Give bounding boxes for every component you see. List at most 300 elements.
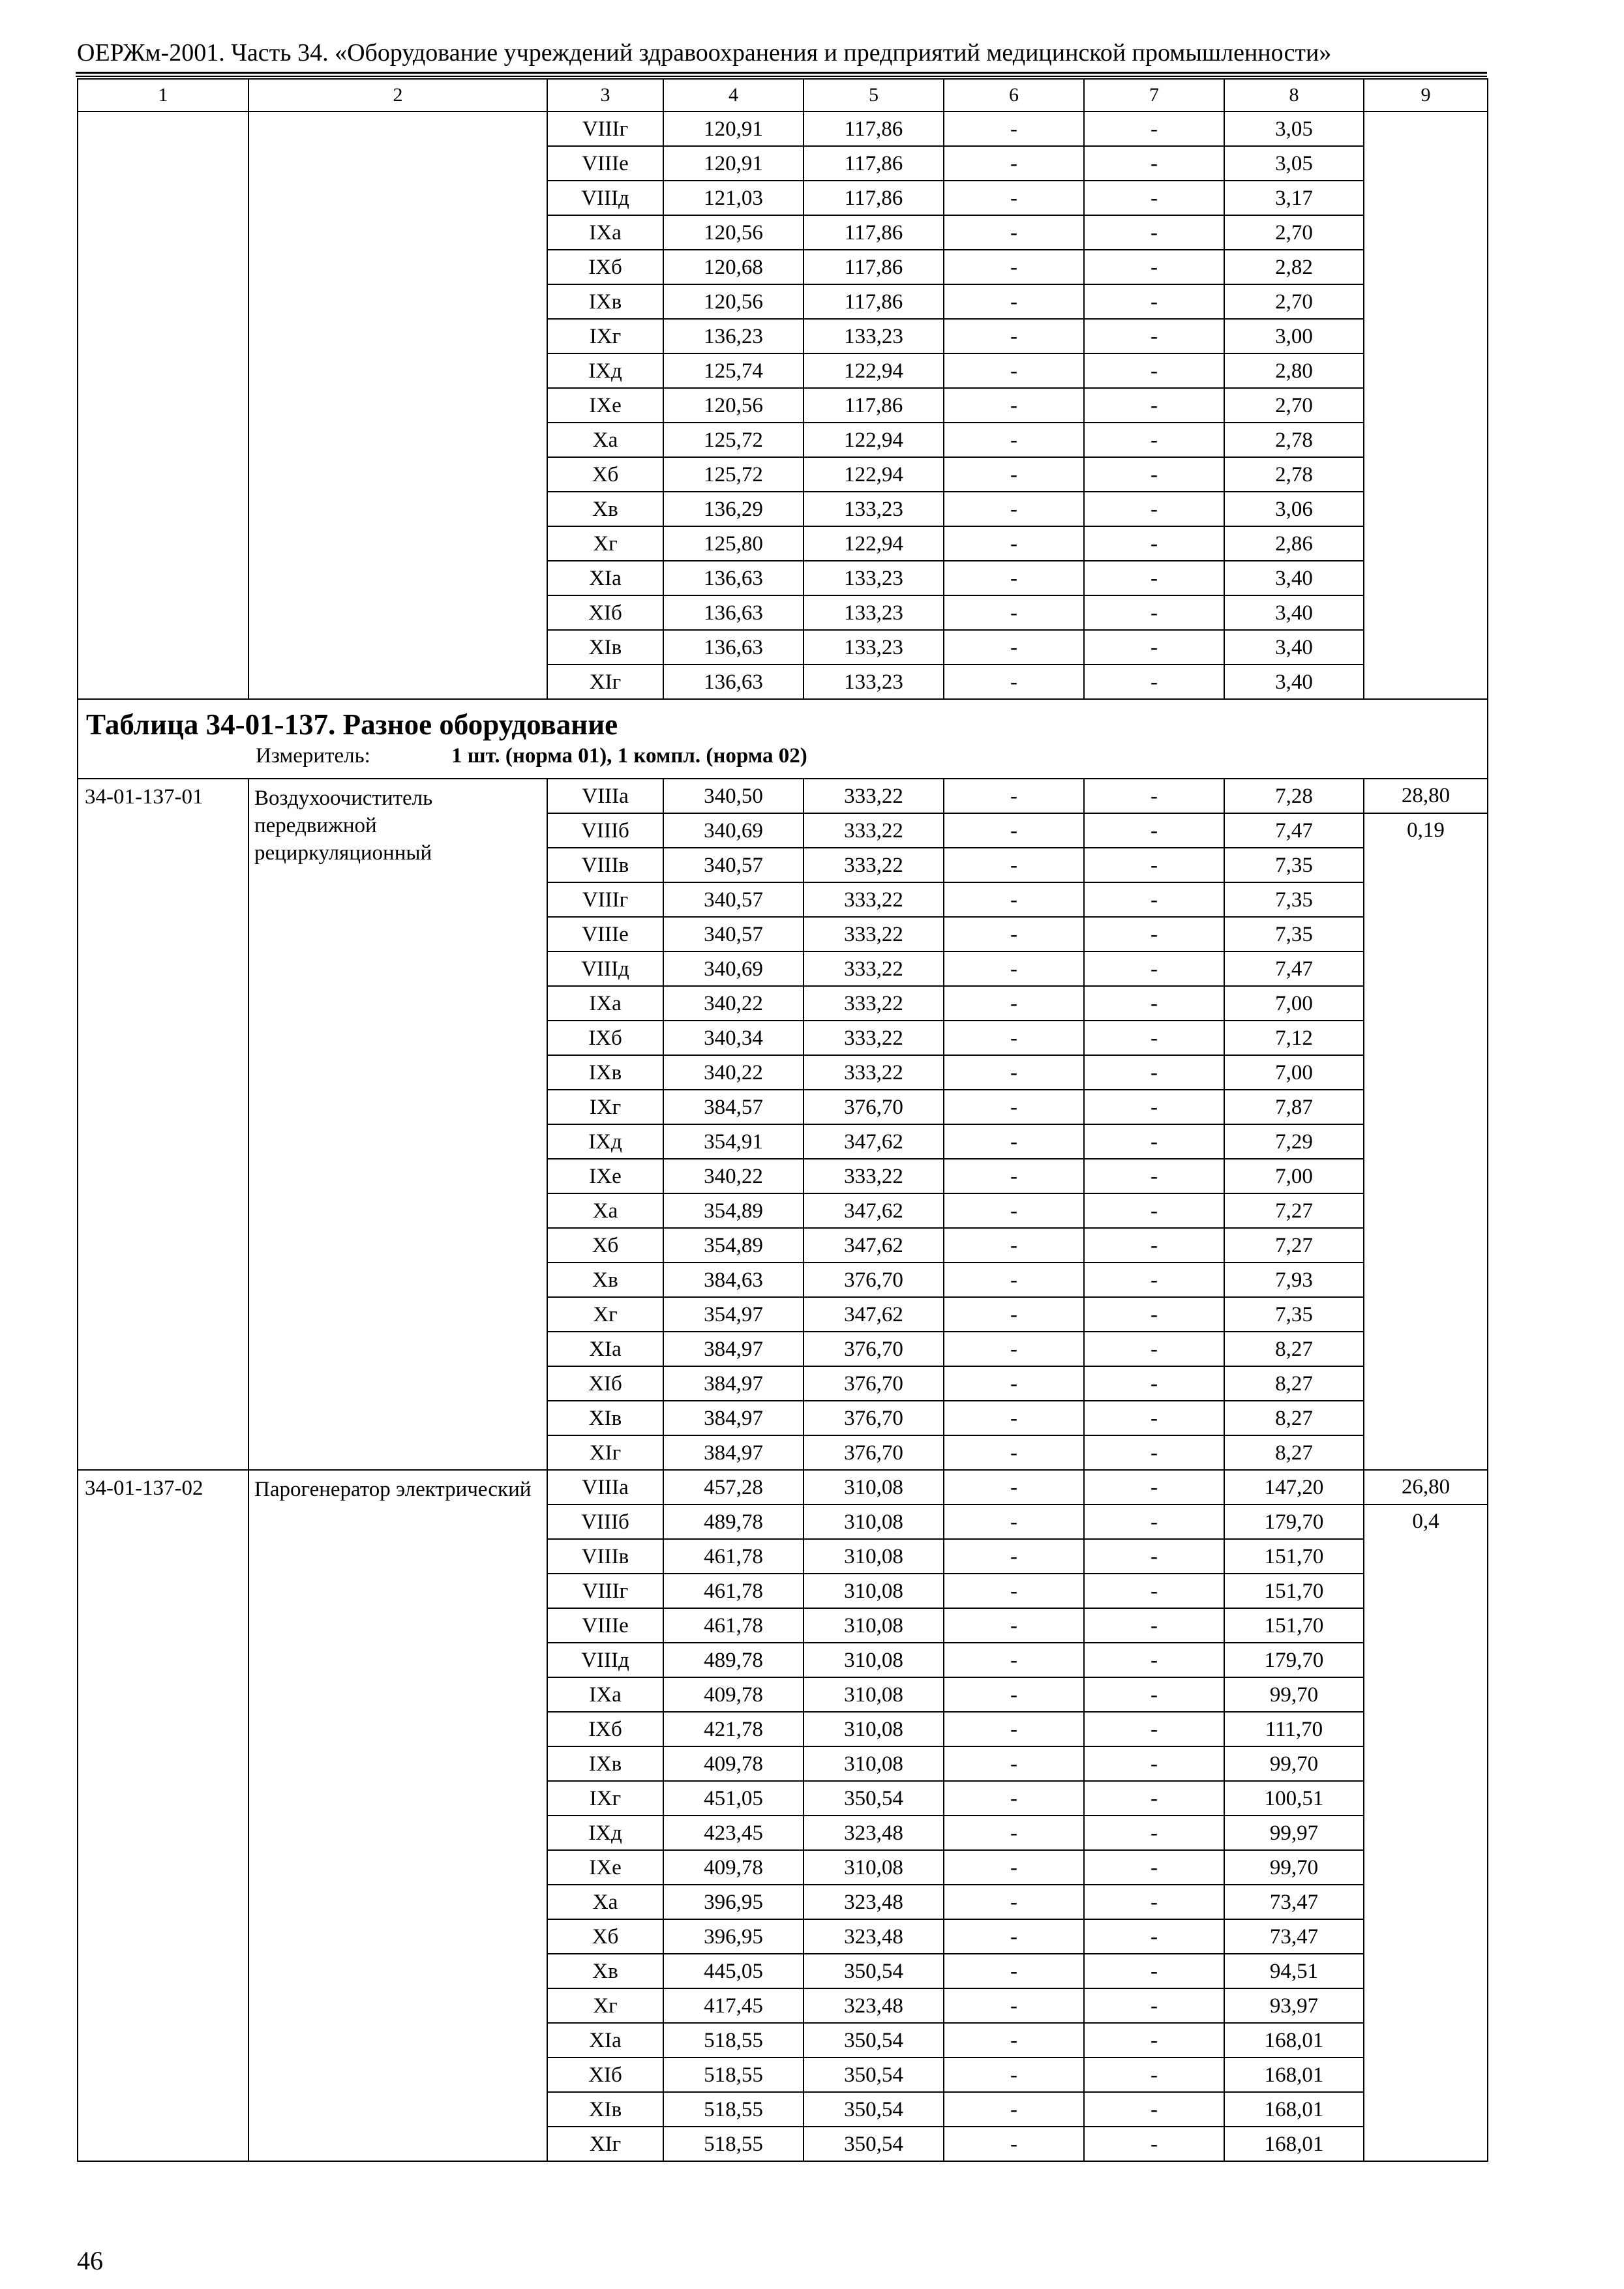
table-cell: 310,08 [804, 1850, 944, 1885]
table-cell: 151,70 [1224, 1539, 1364, 1574]
table-cell: 409,78 [663, 1746, 804, 1781]
table-cell: 168,01 [1224, 2127, 1364, 2161]
table-cell: - [1084, 423, 1224, 457]
table-cell: 136,63 [663, 630, 804, 665]
page-header: ОЕРЖм-2001. Часть 34. «Оборудование учреждений здравоохранения и предприятий медицинской промышленности» [77, 39, 1332, 67]
table-cell: - [944, 779, 1084, 813]
table-cell: - [1084, 146, 1224, 181]
table-cell: 111,70 [1224, 1712, 1364, 1746]
table-cell: Xв [547, 492, 663, 526]
table-cell: - [944, 1504, 1084, 1539]
table-cell: IXа [547, 986, 663, 1021]
table-cell: 121,03 [663, 181, 804, 215]
table-cell: 7,87 [1224, 1090, 1364, 1124]
table-cell: 2,80 [1224, 353, 1364, 388]
table-cell: - [944, 630, 1084, 665]
column-number: 6 [944, 79, 1084, 112]
table-cell: - [944, 848, 1084, 882]
column-number: 4 [663, 79, 804, 112]
table-cell: 117,86 [804, 388, 944, 423]
table-cell: 117,86 [804, 146, 944, 181]
column-number-row [78, 79, 1488, 112]
table-cell: - [1084, 779, 1224, 813]
table-cell: 122,94 [804, 526, 944, 561]
table-cell: - [944, 665, 1084, 699]
table-cell: 376,70 [804, 1366, 944, 1401]
table-cell: 7,12 [1224, 1021, 1364, 1055]
table-cell: IXб [547, 1021, 663, 1055]
table-cell: - [1084, 1470, 1224, 1504]
table-cell: IXб [547, 1712, 663, 1746]
table-cell: Xа [547, 1193, 663, 1228]
table-cell: 310,08 [804, 1712, 944, 1746]
table-cell: 461,78 [663, 1608, 804, 1643]
table-cell: - [944, 1124, 1084, 1159]
table-row [78, 112, 1488, 146]
table-cell: 93,97 [1224, 1988, 1364, 2023]
table-cell: - [1084, 1193, 1224, 1228]
table-cell: - [944, 813, 1084, 848]
table-cell: - [1084, 1885, 1224, 1919]
table-cell: 409,78 [663, 1850, 804, 1885]
table-cell: 99,70 [1224, 1677, 1364, 1712]
table-cell: VIIIе [547, 1608, 663, 1643]
table-cell: IXг [547, 1781, 663, 1816]
table-cell: 333,22 [804, 882, 944, 917]
table-cell: 133,23 [804, 665, 944, 699]
table-cell: 7,47 [1224, 951, 1364, 986]
col9-value: 26,80 [1364, 1471, 1487, 1505]
table-cell: VIIIв [547, 1539, 663, 1574]
table-cell: 133,23 [804, 630, 944, 665]
table-cell: IXа [547, 215, 663, 250]
table-cell: 120,56 [663, 215, 804, 250]
table-cell: 117,86 [804, 112, 944, 146]
table-cell: - [944, 882, 1084, 917]
table-cell: 73,47 [1224, 1919, 1364, 1954]
table-cell: 7,29 [1224, 1124, 1364, 1159]
table-cell: 7,35 [1224, 882, 1364, 917]
table-cell: 489,78 [663, 1643, 804, 1677]
table-cell: - [944, 319, 1084, 353]
table-cell: 133,23 [804, 561, 944, 595]
table-cell: 7,28 [1224, 779, 1364, 813]
table-cell: - [944, 112, 1084, 146]
table-cell: - [1084, 1850, 1224, 1885]
table-cell: - [1084, 457, 1224, 492]
table-cell: - [1084, 215, 1224, 250]
table-cell: XIг [547, 2127, 663, 2161]
table-cell: 350,54 [804, 2023, 944, 2057]
table-cell: 310,08 [804, 1539, 944, 1574]
table-cell: 151,70 [1224, 1608, 1364, 1643]
table-cell: 310,08 [804, 1677, 944, 1712]
table-cell: 117,86 [804, 284, 944, 319]
table-cell: VIIIг [547, 882, 663, 917]
table-cell: 340,22 [663, 986, 804, 1021]
table-cell: - [1084, 1816, 1224, 1850]
table-cell: VIIIе [547, 917, 663, 951]
table-cell: - [944, 1746, 1084, 1781]
table-cell: XIв [547, 630, 663, 665]
table-cell: - [944, 1885, 1084, 1919]
table-cell: - [1084, 1297, 1224, 1332]
table-cell: 99,70 [1224, 1850, 1364, 1885]
table-cell: - [1084, 492, 1224, 526]
table-cell: 376,70 [804, 1332, 944, 1366]
table-cell: 122,94 [804, 457, 944, 492]
table-cell: IXг [547, 319, 663, 353]
table-cell: 7,00 [1224, 1159, 1364, 1193]
table-cell: 384,63 [663, 1263, 804, 1297]
table-cell: - [944, 1193, 1084, 1228]
code-cell: 34-01-137-02 [78, 1470, 248, 2161]
table-cell: 3,00 [1224, 319, 1364, 353]
table-cell: 7,27 [1224, 1193, 1364, 1228]
table-cell: 2,78 [1224, 423, 1364, 457]
table-cell: 122,94 [804, 353, 944, 388]
table-cell: IXв [547, 284, 663, 319]
table-cell: 8,27 [1224, 1435, 1364, 1470]
table-cell: 125,72 [663, 423, 804, 457]
meter-value: 1 шт. (норма 01), 1 компл. (норма 02) [451, 744, 807, 768]
table-cell: 350,54 [804, 2092, 944, 2127]
table-cell: VIIIд [547, 1643, 663, 1677]
table-cell: 461,78 [663, 1539, 804, 1574]
table-cell: 8,27 [1224, 1366, 1364, 1401]
table-cell: - [944, 1435, 1084, 1470]
table-cell: 151,70 [1224, 1574, 1364, 1608]
table-cell: 347,62 [804, 1124, 944, 1159]
table-cell: - [944, 1988, 1084, 2023]
table-cell: 7,27 [1224, 1228, 1364, 1263]
table-cell: - [944, 1712, 1084, 1746]
table-cell: - [944, 1574, 1084, 1608]
table-cell: 136,29 [663, 492, 804, 526]
table-cell: 340,57 [663, 882, 804, 917]
table-cell: 347,62 [804, 1228, 944, 1263]
table-cell: - [1084, 882, 1224, 917]
table-cell: 396,95 [663, 1885, 804, 1919]
table-cell: 3,40 [1224, 665, 1364, 699]
table-cell: - [1084, 986, 1224, 1021]
table-cell: Xа [547, 423, 663, 457]
table-cell: 2,82 [1224, 250, 1364, 284]
table-cell: 310,08 [804, 1643, 944, 1677]
table-cell: - [944, 595, 1084, 630]
table-cell: - [944, 2023, 1084, 2057]
table-cell: VIIIд [547, 951, 663, 986]
column-number: 9 [1364, 79, 1488, 112]
table-cell: - [944, 1332, 1084, 1366]
table-cell: IXв [547, 1746, 663, 1781]
table-cell: 350,54 [804, 2057, 944, 2092]
column-number: 3 [547, 79, 663, 112]
table-cell: - [1084, 2127, 1224, 2161]
table-cell: - [1084, 1539, 1224, 1574]
code-cell [78, 112, 248, 699]
table-cell: - [944, 1470, 1084, 1504]
table-cell: - [944, 2127, 1084, 2161]
table-cell: - [1084, 2023, 1224, 2057]
column-number: 8 [1224, 79, 1364, 112]
table-cell: XIг [547, 665, 663, 699]
table-cell: - [1084, 1746, 1224, 1781]
table-cell: - [1084, 1263, 1224, 1297]
table-cell: 384,97 [663, 1332, 804, 1366]
table-cell: 168,01 [1224, 2023, 1364, 2057]
table-cell: 347,62 [804, 1297, 944, 1332]
table-cell: 3,06 [1224, 492, 1364, 526]
table-cell: Xб [547, 1919, 663, 1954]
name-cell: Парогенератор электрический [248, 1470, 547, 2161]
table-cell: 461,78 [663, 1574, 804, 1608]
table-cell: - [944, 353, 1084, 388]
meter-label: Измеритель: [256, 744, 370, 768]
table-cell: - [1084, 181, 1224, 215]
table-cell: 2,86 [1224, 526, 1364, 561]
table-cell: 333,22 [804, 986, 944, 1021]
table-cell: - [1084, 2057, 1224, 2092]
table-cell: 333,22 [804, 1159, 944, 1193]
table-cell: - [944, 1090, 1084, 1124]
table-cell: 423,45 [663, 1816, 804, 1850]
name-cell: Воздухоочиститель передвижной рециркуляционный [248, 779, 547, 1470]
table-cell: 417,45 [663, 1988, 804, 2023]
table-cell: - [1084, 595, 1224, 630]
table-cell: 350,54 [804, 1954, 944, 1988]
table-cell: 340,57 [663, 848, 804, 882]
table-cell: - [944, 388, 1084, 423]
table-cell: - [1084, 951, 1224, 986]
table-cell: - [1084, 1228, 1224, 1263]
table-cell: XIа [547, 1332, 663, 1366]
table-cell: 136,23 [663, 319, 804, 353]
table-cell: VIIIг [547, 112, 663, 146]
table-cell: 310,08 [804, 1574, 944, 1608]
table-cell: 333,22 [804, 848, 944, 882]
table-cell: 310,08 [804, 1504, 944, 1539]
table-cell: - [1084, 813, 1224, 848]
table-cell: 7,00 [1224, 986, 1364, 1021]
table-cell: 376,70 [804, 1435, 944, 1470]
table-cell: 8,27 [1224, 1332, 1364, 1366]
table-cell: - [944, 492, 1084, 526]
table-cell: - [1084, 1021, 1224, 1055]
table-cell: 333,22 [804, 779, 944, 813]
table-cell: 333,22 [804, 951, 944, 986]
header-rule [76, 72, 1487, 74]
table-cell: 7,35 [1224, 848, 1364, 882]
table-cell: 333,22 [804, 1055, 944, 1090]
table-cell: 323,48 [804, 1988, 944, 2023]
table-cell: - [944, 181, 1084, 215]
table-cell: 2,78 [1224, 457, 1364, 492]
table-cell: - [1084, 1608, 1224, 1643]
table-cell: IXв [547, 1055, 663, 1090]
table-cell: 94,51 [1224, 1954, 1364, 1988]
table-cell: 333,22 [804, 917, 944, 951]
page-number: 46 [77, 2246, 103, 2275]
table-cell: - [1084, 917, 1224, 951]
col9-value: 28,80 [1364, 779, 1487, 814]
table-cell: 340,22 [663, 1055, 804, 1090]
column-number: 1 [78, 79, 248, 112]
column-number: 7 [1084, 79, 1224, 112]
table-cell: 489,78 [663, 1504, 804, 1539]
table-cell: IXа [547, 1677, 663, 1712]
table-cell: 340,57 [663, 917, 804, 951]
table-cell: 310,08 [804, 1608, 944, 1643]
table-cell: XIа [547, 2023, 663, 2057]
table-cell: - [1084, 1919, 1224, 1954]
table-cell: 384,97 [663, 1366, 804, 1401]
table-cell: 3,05 [1224, 112, 1364, 146]
rates-table [77, 78, 1488, 2162]
table-cell: 120,91 [663, 146, 804, 181]
table-cell: 396,95 [663, 1919, 804, 1954]
col9-cell [1364, 779, 1488, 1470]
table-cell: - [1084, 848, 1224, 882]
table-cell: 518,55 [663, 2057, 804, 2092]
table-cell: XIв [547, 2092, 663, 2127]
table-cell: - [944, 1919, 1084, 1954]
table-cell: 3,40 [1224, 595, 1364, 630]
table-cell: 340,22 [663, 1159, 804, 1193]
table-cell: 168,01 [1224, 2057, 1364, 2092]
table-cell: XIв [547, 1401, 663, 1435]
table-cell: - [1084, 1574, 1224, 1608]
table-cell: 376,70 [804, 1263, 944, 1297]
table-cell: - [1084, 630, 1224, 665]
table-cell: Xв [547, 1954, 663, 1988]
table-cell: 125,80 [663, 526, 804, 561]
table-cell: - [1084, 1435, 1224, 1470]
table-cell: 445,05 [663, 1954, 804, 1988]
section-meter [78, 743, 1487, 769]
table-row [78, 779, 1488, 813]
col9-cell [1364, 1470, 1488, 2161]
table-cell: 117,86 [804, 215, 944, 250]
table-cell: - [1084, 1159, 1224, 1193]
table-cell: 323,48 [804, 1919, 944, 1954]
table-row [78, 1470, 1488, 1504]
column-number: 5 [804, 79, 944, 112]
table-cell: - [944, 951, 1084, 986]
table-cell: 409,78 [663, 1677, 804, 1712]
table-cell: - [1084, 526, 1224, 561]
table-cell: - [944, 1021, 1084, 1055]
table-cell: 518,55 [663, 2092, 804, 2127]
table-cell: - [1084, 665, 1224, 699]
table-cell: 376,70 [804, 1090, 944, 1124]
table-cell: IXе [547, 388, 663, 423]
table-cell: VIIIа [547, 1470, 663, 1504]
table-cell: 354,89 [663, 1193, 804, 1228]
table-cell: 384,57 [663, 1090, 804, 1124]
table-cell: 354,89 [663, 1228, 804, 1263]
table-cell: - [944, 1297, 1084, 1332]
table-cell: - [1084, 1643, 1224, 1677]
table-cell: 340,34 [663, 1021, 804, 1055]
table-cell: XIг [547, 1435, 663, 1470]
table-cell: IXе [547, 1159, 663, 1193]
table-cell: XIб [547, 2057, 663, 2092]
table-cell: IXб [547, 250, 663, 284]
table-cell: - [1084, 1954, 1224, 1988]
table-cell: VIIIб [547, 1504, 663, 1539]
table-cell: - [1084, 388, 1224, 423]
table-cell: IXд [547, 353, 663, 388]
table-cell: - [944, 1954, 1084, 1988]
section-title: Таблица 34-01-137. Разное оборудование [86, 708, 618, 741]
table-cell: 100,51 [1224, 1781, 1364, 1816]
table-cell: VIIIг [547, 1574, 663, 1608]
table-cell: - [1084, 112, 1224, 146]
table-cell: 125,72 [663, 457, 804, 492]
table-cell: 3,40 [1224, 561, 1364, 595]
table-cell: - [1084, 1055, 1224, 1090]
table-cell: - [944, 526, 1084, 561]
table-cell: 73,47 [1224, 1885, 1364, 1919]
table-cell: 168,01 [1224, 2092, 1364, 2127]
name-cell [248, 112, 547, 699]
table-cell: - [1084, 353, 1224, 388]
table-cell: IXд [547, 1124, 663, 1159]
table-cell: 333,22 [804, 813, 944, 848]
table-cell: - [1084, 1504, 1224, 1539]
table-cell: - [944, 1228, 1084, 1263]
table-cell: - [944, 1643, 1084, 1677]
table-cell: VIIIд [547, 181, 663, 215]
table-cell: Xг [547, 1297, 663, 1332]
table-cell: 136,63 [663, 665, 804, 699]
table-cell: 350,54 [804, 1781, 944, 1816]
table-cell: 125,74 [663, 353, 804, 388]
table-cell: 2,70 [1224, 215, 1364, 250]
table-cell: 350,54 [804, 2127, 944, 2161]
table-cell: 376,70 [804, 1401, 944, 1435]
table-cell: 384,97 [663, 1435, 804, 1470]
table-cell: 179,70 [1224, 1504, 1364, 1539]
table-cell: 133,23 [804, 492, 944, 526]
table-cell: 122,94 [804, 423, 944, 457]
section-row [78, 699, 1488, 779]
table-cell: 8,27 [1224, 1401, 1364, 1435]
table-cell: 340,69 [663, 813, 804, 848]
table-cell: - [944, 1850, 1084, 1885]
table-cell: - [1084, 1712, 1224, 1746]
table-cell: Xг [547, 1988, 663, 2023]
table-cell: 136,63 [663, 561, 804, 595]
table-cell: - [944, 1608, 1084, 1643]
table-cell: - [1084, 2092, 1224, 2127]
table-cell: 7,93 [1224, 1263, 1364, 1297]
code-cell: 34-01-137-01 [78, 779, 248, 1470]
table-cell: Xа [547, 1885, 663, 1919]
table-cell: 7,35 [1224, 917, 1364, 951]
table-cell: 3,40 [1224, 630, 1364, 665]
table-cell: 133,23 [804, 319, 944, 353]
table-cell: - [1084, 1677, 1224, 1712]
table-cell: - [1084, 1366, 1224, 1401]
table-cell: - [944, 423, 1084, 457]
table-cell: 457,28 [663, 1470, 804, 1504]
table-cell: - [944, 1816, 1084, 1850]
table-cell: - [1084, 284, 1224, 319]
table-cell: - [944, 2057, 1084, 2092]
table-cell: - [944, 1263, 1084, 1297]
